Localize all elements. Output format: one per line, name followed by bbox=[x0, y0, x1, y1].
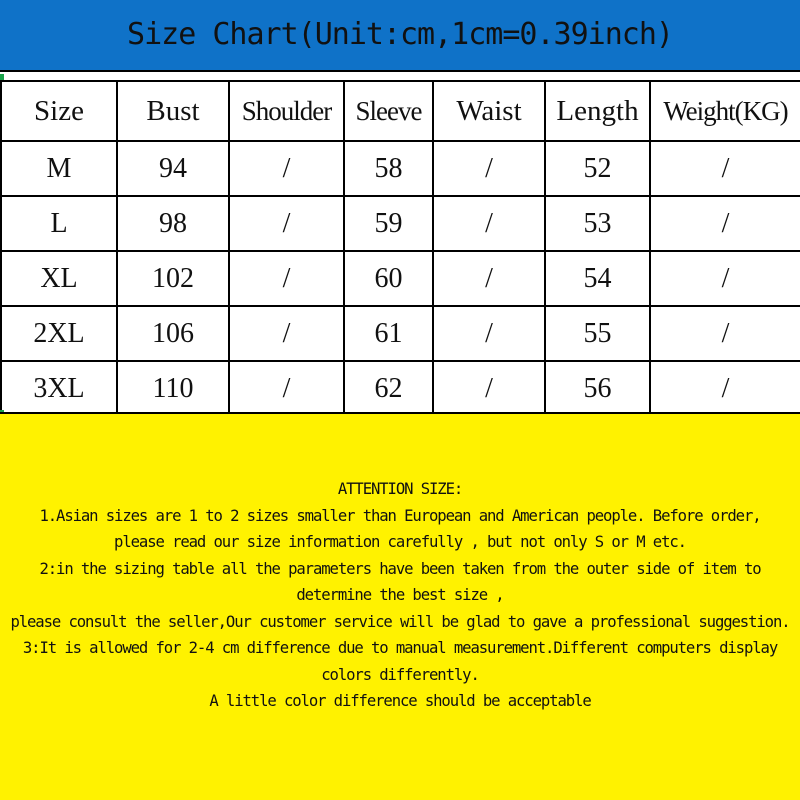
table-row bbox=[1, 141, 800, 196]
cell-length: 56 bbox=[545, 361, 650, 416]
cell-size: 2XL bbox=[1, 306, 117, 361]
cell-shoulder: / bbox=[229, 141, 344, 196]
cell-waist: / bbox=[433, 361, 545, 416]
cell-shoulder: / bbox=[229, 306, 344, 361]
cell-shoulder: / bbox=[229, 361, 344, 416]
cell-sleeve: 58 bbox=[344, 141, 433, 196]
cell-waist: / bbox=[433, 251, 545, 306]
notes-line: colors differently. bbox=[321, 665, 479, 684]
cell-bust: 94 bbox=[117, 141, 229, 196]
cell-weight: / bbox=[650, 251, 800, 306]
cell-bust: 102 bbox=[117, 251, 229, 306]
cell-sleeve: 62 bbox=[344, 361, 433, 416]
cell-waist: / bbox=[433, 306, 545, 361]
cell-weight: / bbox=[650, 141, 800, 196]
notes-line: please read our size information carefully , but not only S or M etc. bbox=[114, 533, 686, 551]
cell-size: 3XL bbox=[1, 361, 117, 416]
cell-bust: 106 bbox=[117, 306, 229, 361]
notes-line: determine the best size , bbox=[296, 586, 504, 604]
header-length: Length bbox=[545, 81, 650, 141]
notes-line: A little color difference should be acceptable bbox=[209, 692, 591, 710]
cell-waist: / bbox=[433, 141, 545, 196]
cell-weight: / bbox=[650, 306, 800, 361]
notes-line: 3:It is allowed for 2-4 cm difference due to manual measurement.Different computers display bbox=[22, 639, 778, 657]
cell-weight: / bbox=[650, 196, 800, 251]
cell-sleeve: 60 bbox=[344, 251, 433, 306]
table-header-row bbox=[1, 81, 800, 141]
notes-line: 1.Asian sizes are 1 to 2 sizes smaller than European and American people. Before order, bbox=[39, 506, 761, 525]
title-bar bbox=[0, 0, 800, 72]
table-row bbox=[1, 306, 800, 361]
cell-length: 52 bbox=[545, 141, 650, 196]
attention-notes bbox=[0, 412, 800, 800]
header-size: Size bbox=[1, 81, 117, 141]
cell-sleeve: 61 bbox=[344, 306, 433, 361]
header-shoulder: Shoulder bbox=[229, 81, 344, 141]
size-table bbox=[0, 80, 800, 417]
header-weight: Weight(KG) bbox=[650, 81, 800, 141]
cell-length: 55 bbox=[545, 306, 650, 361]
cell-length: 54 bbox=[545, 251, 650, 306]
header-waist: Waist bbox=[433, 81, 545, 141]
cell-bust: 98 bbox=[117, 196, 229, 251]
cell-size: M bbox=[1, 141, 117, 196]
cell-length: 53 bbox=[545, 196, 650, 251]
cell-shoulder: / bbox=[229, 196, 344, 251]
cell-bust: 110 bbox=[117, 361, 229, 416]
header-sleeve: Sleeve bbox=[344, 81, 433, 141]
cell-sleeve: 59 bbox=[344, 196, 433, 251]
notes-heading: ATTENTION SIZE: bbox=[337, 480, 463, 498]
cell-size: L bbox=[1, 196, 117, 251]
notes-line: please consult the seller,Our customer service will be glad to gave a professional suggestion. bbox=[10, 612, 790, 631]
table-row bbox=[1, 361, 800, 416]
page-title: Size Chart(Unit:cm,1cm=0.39inch) bbox=[127, 17, 673, 52]
table-row bbox=[1, 196, 800, 251]
notes-line: 2:in the sizing table all the parameters have been taken from the outer side of item to bbox=[39, 559, 761, 578]
cell-shoulder: / bbox=[229, 251, 344, 306]
cell-size: XL bbox=[1, 251, 117, 306]
header-bust: Bust bbox=[117, 81, 229, 141]
cell-weight: / bbox=[650, 361, 800, 416]
cell-waist: / bbox=[433, 196, 545, 251]
table-row bbox=[1, 251, 800, 306]
